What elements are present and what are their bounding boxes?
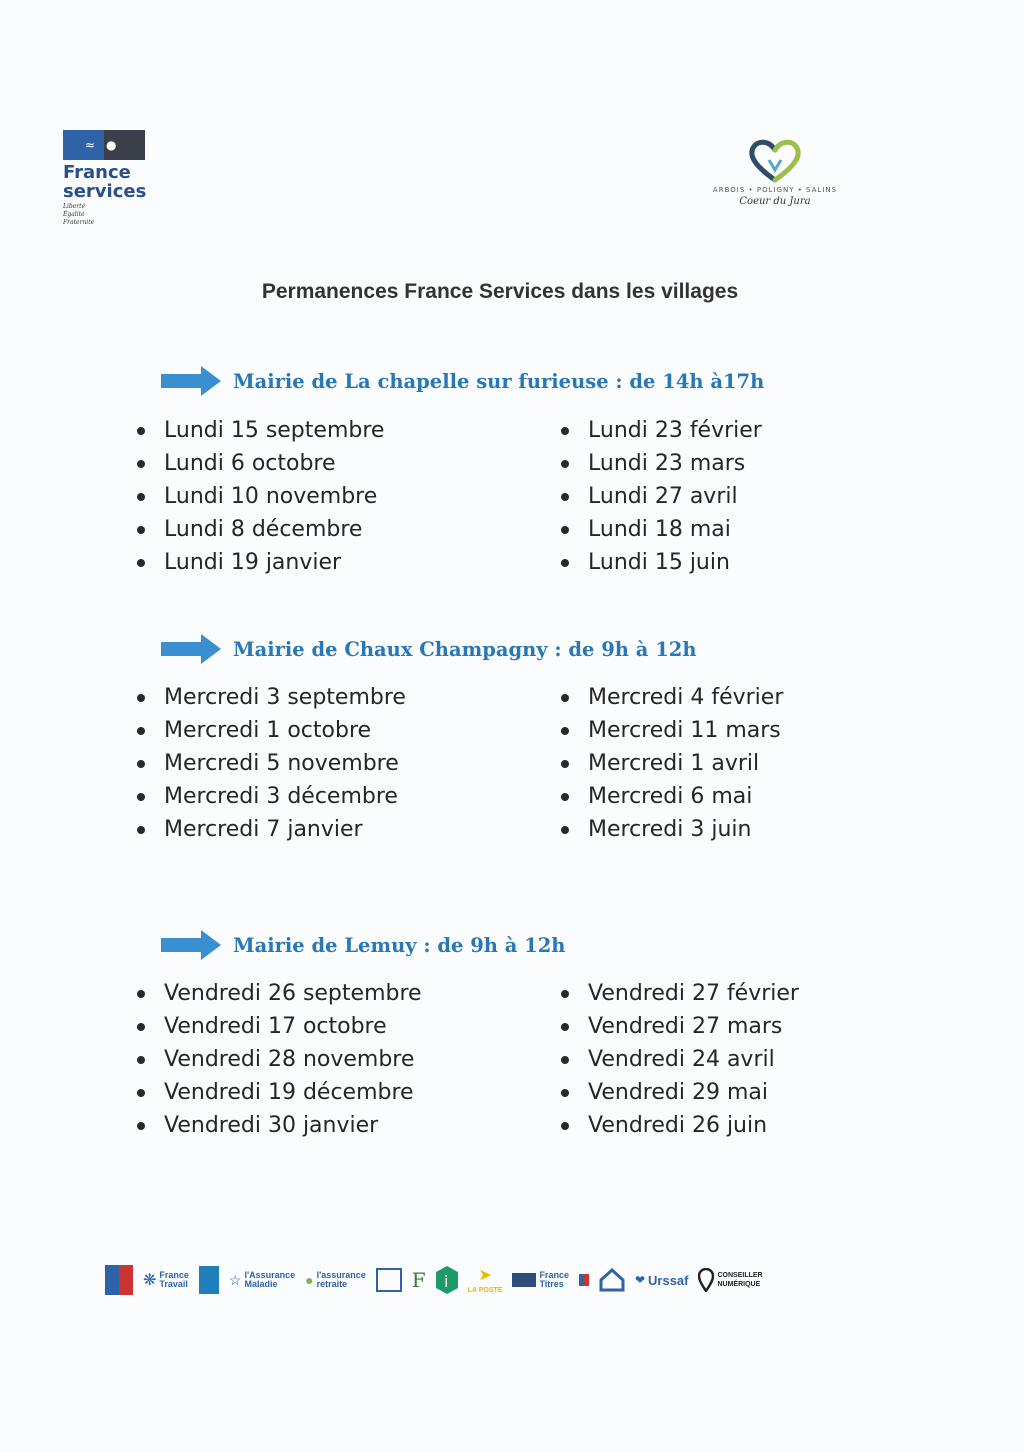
map-pin-icon <box>698 1268 714 1292</box>
heart-icon: ❤ <box>634 1273 646 1287</box>
date-item: Vendredi 28 novembre <box>133 1043 422 1076</box>
france-services-logo <box>63 130 173 227</box>
motto-fraternite: Fraternité <box>63 219 95 226</box>
date-item: Lundi 10 novembre <box>133 480 384 513</box>
card-icon <box>512 1273 536 1287</box>
date-item: Vendredi 30 janvier <box>133 1109 422 1142</box>
section-title: Mairie de Lemuy : de 9h à 12h <box>233 933 566 957</box>
date-item: Vendredi 29 mai <box>557 1076 799 1109</box>
date-item: Vendredi 24 avril <box>557 1043 799 1076</box>
svg-text:i: i <box>443 1272 449 1291</box>
dots-icon: ❋ <box>143 1272 157 1289</box>
page-title: Permanences France Services dans les villages <box>261 280 739 303</box>
partner-text: France <box>539 1270 569 1280</box>
dates-column-right <box>557 681 783 846</box>
partner-text: CONSEILLER <box>717 1272 763 1279</box>
flag-icon <box>579 1274 589 1286</box>
republique-francaise-logo <box>105 1265 133 1295</box>
justice-logo <box>599 1268 625 1292</box>
date-item: Vendredi 26 juin <box>557 1109 799 1142</box>
partner-logos <box>105 1255 885 1305</box>
caf-logo <box>199 1266 219 1294</box>
dates-column-right <box>557 977 799 1142</box>
date-item: Lundi 18 mai <box>557 513 762 546</box>
date-item: Mercredi 1 octobre <box>133 714 406 747</box>
section-header-chaux-champagny <box>161 634 697 664</box>
dates-column-left <box>133 681 406 846</box>
section-header-chapelle <box>161 366 764 396</box>
finances-publiques-logo <box>412 1268 426 1292</box>
partner-text: Titres <box>539 1279 564 1289</box>
partner-text: Urssaf <box>648 1272 689 1288</box>
book-icon <box>376 1268 402 1292</box>
partner-text: l'Assurance <box>244 1270 296 1280</box>
france-titres-logo <box>512 1271 569 1289</box>
logo-towns: ARBOIS • POLIGNY • SALINS <box>712 186 838 194</box>
date-item: Vendredi 26 septembre <box>133 977 422 1010</box>
figure-icon: ☆ <box>228 1271 242 1288</box>
date-item: Lundi 6 octobre <box>133 447 384 480</box>
date-item: Lundi 27 avril <box>557 480 762 513</box>
motto-liberte: Liberté <box>63 203 86 210</box>
republic-motto <box>63 203 173 227</box>
date-item: Lundi 23 février <box>557 414 762 447</box>
logo-line-services: services <box>63 181 147 202</box>
arrow-right-icon <box>161 366 221 396</box>
arrow-right-icon <box>161 930 221 960</box>
date-item: Lundi 23 mars <box>557 447 762 480</box>
assurance-retraite-logo <box>305 1271 366 1289</box>
partner-text: NUMÉRIQUE <box>717 1281 761 1288</box>
partner-text: LA POSTE <box>467 1287 503 1294</box>
date-item: Mercredi 1 avril <box>557 747 783 780</box>
info-icon <box>436 1266 458 1294</box>
date-item: Mercredi 6 mai <box>557 780 783 813</box>
urssaf-logo <box>635 1273 689 1288</box>
marianne-icon: ≈ ● <box>63 130 145 160</box>
date-item: Mercredi 3 juin <box>557 813 783 846</box>
date-item: Lundi 15 juin <box>557 546 762 579</box>
date-item: Lundi 8 décembre <box>133 513 384 546</box>
date-item: Mercredi 3 décembre <box>133 780 406 813</box>
partner-text: retraite <box>316 1279 348 1289</box>
date-item: Mercredi 5 novembre <box>133 747 406 780</box>
f-letter-icon: F <box>411 1268 426 1292</box>
date-item: Mercredi 7 janvier <box>133 813 406 846</box>
bird-icon: ➤ <box>478 1267 492 1284</box>
msa-logo <box>376 1268 402 1292</box>
la-poste-logo <box>468 1265 503 1295</box>
date-item: Mercredi 4 février <box>557 681 783 714</box>
arrow-right-icon <box>161 634 221 664</box>
date-item: Lundi 15 septembre <box>133 414 384 447</box>
partner-text: Travail <box>159 1279 188 1289</box>
ministere-logo <box>579 1274 589 1286</box>
date-item: Vendredi 27 février <box>557 977 799 1010</box>
flag-icon <box>105 1265 133 1295</box>
dates-column-left <box>133 977 422 1142</box>
heart-icon <box>745 136 805 184</box>
house-icon <box>599 1268 625 1292</box>
wave-icon: ● <box>305 1272 314 1288</box>
date-item: Mercredi 11 mars <box>557 714 783 747</box>
france-travail-logo <box>143 1270 189 1290</box>
dates-column-right <box>557 414 762 579</box>
coeur-du-jura-logo <box>700 136 850 207</box>
date-item: Vendredi 17 octobre <box>133 1010 422 1043</box>
logo-line-france: France <box>63 162 131 183</box>
partner-text: France <box>159 1270 189 1280</box>
partner-text: l'assurance <box>316 1270 366 1280</box>
caf-icon <box>199 1266 219 1294</box>
info-logo <box>436 1266 458 1294</box>
section-title: Mairie de Chaux Champagny : de 9h à 12h <box>233 637 697 661</box>
assurance-maladie-logo <box>229 1271 295 1289</box>
section-title: Mairie de La chapelle sur furieuse : de 14h à17h <box>233 369 765 393</box>
section-header-lemuy <box>161 930 565 960</box>
motto-egalite: Égalité <box>63 211 85 218</box>
dates-column-left <box>133 414 384 579</box>
date-item: Vendredi 19 décembre <box>133 1076 422 1109</box>
date-item: Vendredi 27 mars <box>557 1010 799 1043</box>
conseiller-numerique-logo <box>698 1268 762 1292</box>
partner-text: Maladie <box>244 1279 278 1289</box>
date-item: Lundi 19 janvier <box>133 546 384 579</box>
date-item: Mercredi 3 septembre <box>133 681 406 714</box>
logo-name: Coeur du Jura <box>739 196 811 207</box>
